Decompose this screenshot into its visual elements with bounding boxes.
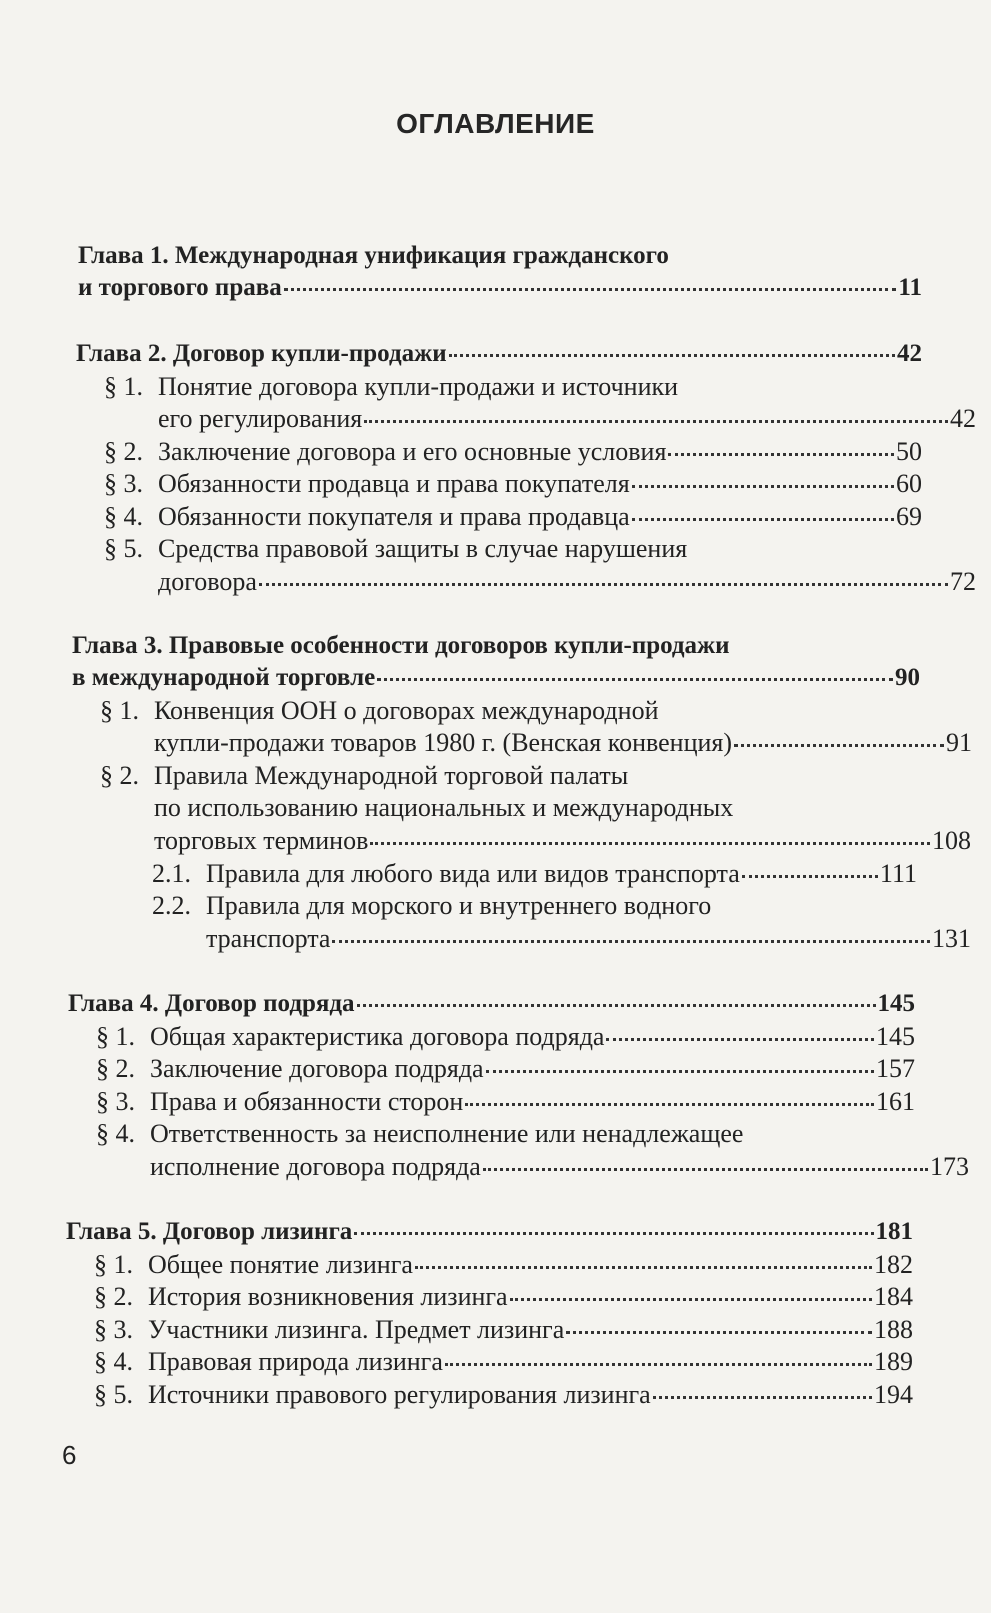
section-title: Обязанности продавца и права покупателя <box>158 469 630 498</box>
section-title: договора <box>158 567 257 596</box>
page-ref: 131 <box>932 924 971 953</box>
section-number: § 3. <box>96 1087 135 1116</box>
section-title: Права и обязанности сторон <box>150 1087 464 1116</box>
toc-entry <box>104 566 976 598</box>
section-title: торговых терминов <box>154 826 369 855</box>
page-ref: 42 <box>950 404 976 433</box>
section-title: Правила Международной торговой палаты <box>154 761 629 790</box>
page-ref: 50 <box>896 437 922 466</box>
page-ref: 42 <box>897 340 922 367</box>
page-ref: 60 <box>896 469 922 498</box>
chapter-title: Глава 4. Договор подряда <box>68 990 355 1017</box>
section-title: Источники правового регулирования лизинга <box>148 1380 651 1409</box>
section-number: § 2. <box>100 761 139 790</box>
dot-leader <box>354 1232 873 1235</box>
page-ref: 145 <box>876 1022 915 1051</box>
chapter-title: Глава 3. Правовые особенности договоров купли-продажи <box>72 632 730 659</box>
section-title: Обязанности покупателя и права продавца <box>158 502 630 531</box>
section-number: § 4. <box>94 1347 133 1376</box>
section-title: Понятие договора купли-продажи и источники <box>158 372 679 401</box>
page-ref: 11 <box>898 274 922 301</box>
toc-entry <box>104 371 922 403</box>
dot-leader <box>370 842 930 845</box>
toc-entry <box>100 727 972 759</box>
section-title: купли-продажи товаров 1980 г. (Венская конвенция) <box>154 728 733 757</box>
toc-entry <box>104 501 922 533</box>
page-ref: 182 <box>874 1250 913 1279</box>
section-title: Общая характеристика договора подряда <box>150 1022 605 1051</box>
page-number: 6 <box>62 1440 77 1470</box>
toc-entry <box>72 662 920 694</box>
dot-leader <box>668 453 894 456</box>
toc-entry <box>94 1249 913 1281</box>
page-ref: 111 <box>879 859 917 888</box>
section-title: Правовая природа лизинга <box>148 1347 443 1376</box>
section-number: § 4. <box>104 502 143 531</box>
section-number: § 1. <box>96 1022 135 1051</box>
dot-leader <box>449 354 895 357</box>
page-ref: 72 <box>950 567 976 596</box>
dot-leader <box>632 485 894 488</box>
toc-title: ОГЛАВЛЕНИЕ <box>396 108 595 139</box>
section-number: § 1. <box>104 372 143 401</box>
section-number: § 1. <box>94 1250 133 1279</box>
dot-leader <box>332 940 930 943</box>
dot-leader <box>377 678 893 681</box>
toc-entry <box>96 1118 915 1150</box>
toc-entry <box>152 890 917 922</box>
toc-entry <box>104 436 922 468</box>
section-title: Ответственность за неисполнение или ненадлежащее <box>150 1119 744 1148</box>
chapter-title: Глава 2. Договор купли-продажи <box>76 340 447 367</box>
dot-leader <box>566 1331 872 1334</box>
dot-leader <box>632 518 894 521</box>
section-title: его регулирования <box>158 404 363 433</box>
section-number: 2.1. <box>152 859 191 888</box>
toc-entry <box>100 760 917 792</box>
page-ref: 184 <box>874 1282 913 1311</box>
toc-entry <box>96 1021 915 1053</box>
toc-entry <box>78 240 922 272</box>
dot-leader <box>606 1038 874 1041</box>
toc-entry <box>96 1151 969 1183</box>
page-ref: 157 <box>876 1054 915 1083</box>
page-ref: 91 <box>946 728 972 757</box>
toc-entry <box>66 1216 913 1248</box>
toc-entry <box>94 1281 913 1313</box>
section-number: § 5. <box>104 534 143 563</box>
section-title: История возникновения лизинга <box>148 1282 508 1311</box>
toc-entry <box>100 695 918 727</box>
section-number: § 3. <box>94 1315 133 1344</box>
toc-entry <box>104 403 976 435</box>
page-ref: 181 <box>875 1218 913 1245</box>
section-title: Правила для любого вида или видов транспорта <box>206 859 740 888</box>
toc-entry <box>152 923 971 955</box>
section-number: § 2. <box>104 437 143 466</box>
chapter-title: и торгового права <box>78 274 282 301</box>
page-ref: 188 <box>874 1315 913 1344</box>
toc-entry <box>94 1346 913 1378</box>
toc-entry <box>78 272 922 304</box>
page-ref: 69 <box>896 502 922 531</box>
section-title: Общее понятие лизинга <box>148 1250 413 1279</box>
page-ref: 108 <box>932 826 971 855</box>
dot-leader <box>486 1070 874 1073</box>
section-number: § 3. <box>104 469 143 498</box>
page-ref: 194 <box>874 1380 913 1409</box>
section-number: § 1. <box>100 696 139 725</box>
dot-leader <box>284 288 897 291</box>
toc-entry <box>68 988 915 1020</box>
section-title: по использованию национальных и международных <box>154 793 734 822</box>
section-title: исполнение договора подряда <box>150 1152 481 1181</box>
section-title: Участники лизинга. Предмет лизинга <box>148 1315 565 1344</box>
chapter-title: Глава 5. Договор лизинга <box>66 1218 353 1245</box>
toc-entry <box>96 1053 915 1085</box>
toc-entry <box>96 1086 915 1118</box>
page-ref: 173 <box>930 1152 969 1181</box>
chapter-title: в международной торговле <box>72 664 376 691</box>
section-title: транспорта <box>206 924 331 953</box>
dot-leader <box>653 1396 872 1399</box>
dot-leader <box>742 875 878 878</box>
dot-leader <box>364 420 948 423</box>
toc-entry <box>72 630 920 662</box>
section-title: Средства правовой защиты в случае нарушения <box>158 534 688 563</box>
dot-leader <box>734 744 944 747</box>
toc-entry <box>100 825 971 857</box>
dot-leader <box>483 1168 928 1171</box>
section-number: § 2. <box>96 1054 135 1083</box>
toc-entry <box>94 1379 913 1411</box>
page-ref: 90 <box>895 664 920 691</box>
section-number: 2.2. <box>152 891 191 920</box>
section-number: § 5. <box>94 1380 133 1409</box>
dot-leader <box>415 1266 872 1269</box>
toc-entry <box>152 858 917 890</box>
toc-entry <box>104 533 922 565</box>
dot-leader <box>357 1004 876 1007</box>
toc-entry <box>76 338 922 370</box>
toc-entry <box>94 1314 913 1346</box>
section-title: Правила для морского и внутреннего водного <box>206 891 712 920</box>
chapter-title: Глава 1. Международная унификация гражданского <box>78 242 669 269</box>
section-title: Заключение договора и его основные условия <box>158 437 667 466</box>
toc-entry <box>100 792 971 824</box>
page-ref: 161 <box>876 1087 915 1116</box>
dot-leader <box>445 1363 872 1366</box>
dot-leader <box>259 583 948 586</box>
section-number: § 2. <box>94 1282 133 1311</box>
page-ref: 145 <box>877 990 915 1017</box>
section-title: Заключение договора подряда <box>150 1054 484 1083</box>
toc-entry <box>104 468 922 500</box>
dot-leader <box>510 1298 872 1301</box>
dot-leader <box>465 1103 874 1106</box>
page-ref: 189 <box>874 1347 913 1376</box>
section-number: § 4. <box>96 1119 135 1148</box>
section-title: Конвенция ООН о договорах международной <box>154 696 659 725</box>
